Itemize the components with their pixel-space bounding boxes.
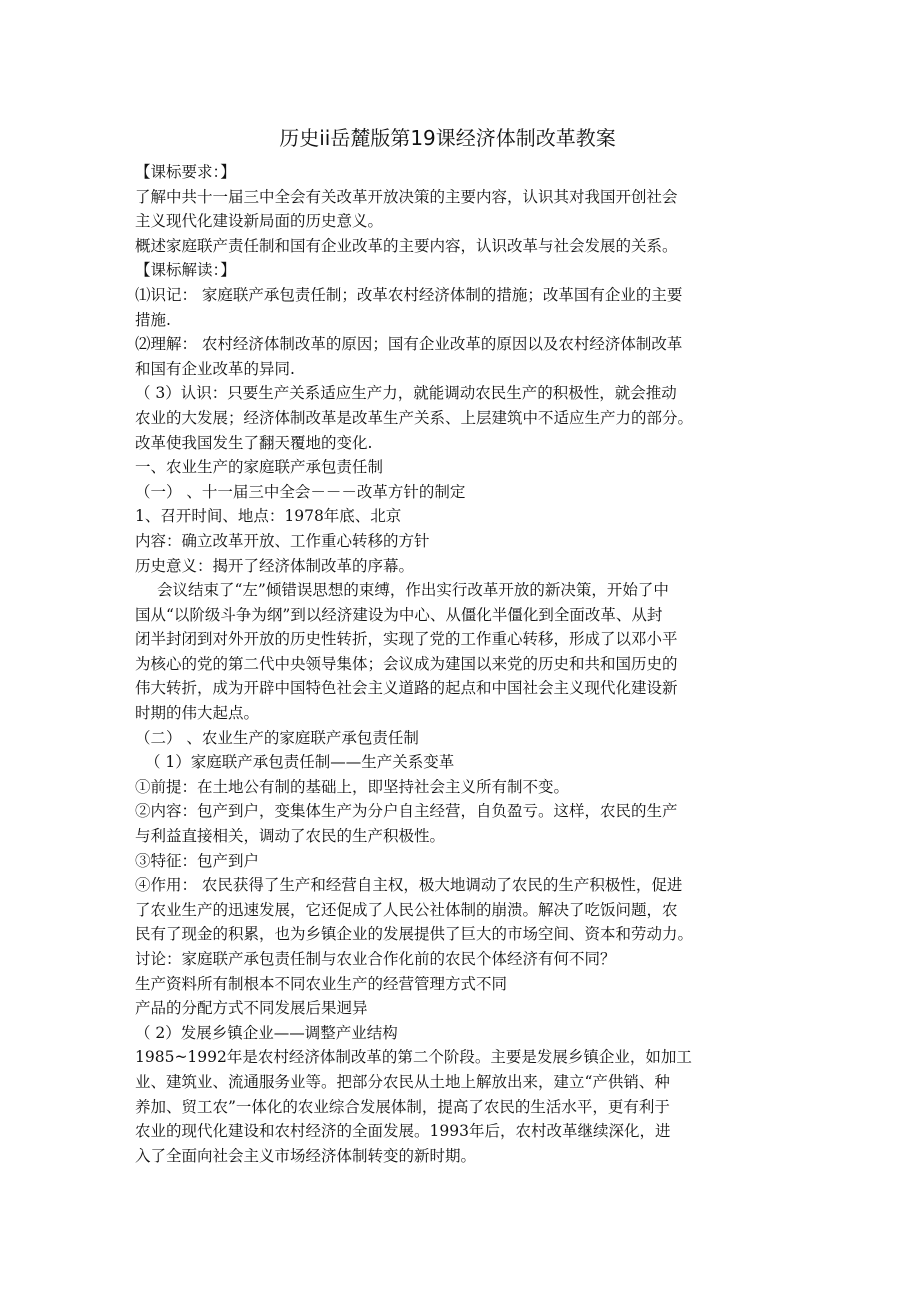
paragraph-line: 了解中共十一届三中全会有关改革开放决策的主要内容，认识其对我国开创社会 <box>135 187 678 206</box>
paragraph-line: 农业的大发展；经济体制改革是改革生产关系、上层建筑中不适应生产力的部分。 <box>135 408 694 427</box>
paragraph-line: 民有了现金的积累，也为乡镇企业的发展提供了巨大的市场空间、资本和劳动力。 <box>135 925 694 944</box>
paragraph-line: 养加、贸工农”一体化的农业综合发展体制，提高了农民的生活水平，更有利于 <box>135 1097 670 1116</box>
paragraph-line: 会议结束了“左”倾错误思想的束缚，作出实行改革开放的新决策，开始了中 <box>157 581 669 600</box>
paragraph-line: 时期的伟大起点。 <box>135 704 260 723</box>
paragraph-line: 国从“以阶级斗争为纲”到以经济建设为中心、从僵化半僵化到全面改革、从封 <box>135 605 663 624</box>
paragraph-line: 了农业生产的迅速发展，它还促成了人民公社体制的崩溃。解决了吃饭问题，农 <box>135 900 678 919</box>
paragraph-line: ⑵理解： 农村经济体制改革的原因；国有企业改革的原因以及农村经济体制改革 <box>135 335 683 354</box>
paragraph-line: 改革使我国发生了翻天覆地的变化. <box>135 433 373 452</box>
section-heading: 【课标要求：】 <box>135 163 236 181</box>
paragraph-line: ④作用： 农民获得了生产和经营自主权，极大地调动了农民的生产积极性，促进 <box>135 876 683 895</box>
paragraph-line: 伟大转折，成为开辟中国特色社会主义道路的起点和中国社会主义现代化建设新 <box>135 679 678 698</box>
paragraph-line: ①前提：在土地公有制的基础上，即坚持社会主义所有制不变。 <box>135 777 570 796</box>
paragraph-line: 内容：确立改革开放、工作重心转移的方针 <box>135 531 430 550</box>
document-page <box>135 118 760 1168</box>
paragraph-line: ②内容：包产到户，变集体生产为分户自主经营，自负盈亏。这样，农民的生产 <box>135 802 678 821</box>
paragraph-line: 和国有企业改革的异同. <box>135 359 295 378</box>
paragraph-line: 主义现代化建设新局面的历史意义。 <box>135 212 384 231</box>
paragraph-line: 1985~1992年是农村经济体制改革的第二个阶段。主要是发展乡镇企业，如加工 <box>135 1048 692 1067</box>
paragraph-line: 历史意义：揭开了经济体制改革的序幕。 <box>135 556 415 575</box>
paragraph-line: 生产资料所有制根本不同农业生产的经营管理方式不同 <box>135 974 508 993</box>
paragraph-line: ③特征：包产到户 <box>135 851 260 870</box>
section-heading: 一、农业生产的家庭联产承包责任制 <box>135 458 384 477</box>
subsection-heading: （一） 、十一届三中全会－－－改革方针的制定 <box>135 482 466 501</box>
paragraph-line: 入了全面向社会主义市场经济体制转变的新时期。 <box>135 1146 477 1165</box>
paragraph-line: 1、召开时间、地点：1978年底、北京 <box>135 507 402 526</box>
paragraph-line: 措施. <box>135 310 171 329</box>
paragraph-line: 与利益直接相关，调动了农民的生产积极性。 <box>135 827 446 846</box>
paragraph-line: 产品的分配方式不同发展后果迥异 <box>135 999 368 1018</box>
paragraph-line: 闭半封闭到对外开放的历史性转折，实现了党的工作重心转移，形成了以邓小平 <box>135 630 678 649</box>
subsection-heading: （ 1）家庭联产承包责任制——生产关系变革 <box>145 753 455 772</box>
paragraph-line: 讨论：家庭联产承包责任制与农业合作化前的农民个体经济有何不同？ <box>135 950 616 968</box>
paragraph-line: 农业的现代化建设和农村经济的全面发展。1993年后，农村改革继续深化，进 <box>135 1122 671 1141</box>
subsection-heading: （二） 、农业生产的家庭联产承包责任制 <box>135 728 419 747</box>
document-title: 历史ii岳麓版第19课经济体制改革教案 <box>279 126 616 150</box>
paragraph-line: 业、建筑业、流通服务业等。把部分农民从土地上解放出来，建立“产供销、种 <box>135 1072 670 1091</box>
paragraph-line: （ 3）认识：只要生产关系适应生产力，就能调动农民生产的积极性，就会推动 <box>135 384 677 403</box>
subsection-heading: （ 2）发展乡镇企业——调整产业结构 <box>135 1023 398 1042</box>
paragraph-line: ⑴识记： 家庭联产承包责任制；改革农村经济体制的措施；改革国有企业的主要 <box>135 285 683 304</box>
paragraph-line: 概述家庭联产责任制和国有企业改革的主要内容，认识改革与社会发展的关系。 <box>135 236 678 255</box>
section-heading: 【课标解读：】 <box>135 261 236 280</box>
paragraph-line: 为核心的党的第二代中央领导集体；会议成为建国以来党的历史和共和国历史的 <box>135 654 678 673</box>
